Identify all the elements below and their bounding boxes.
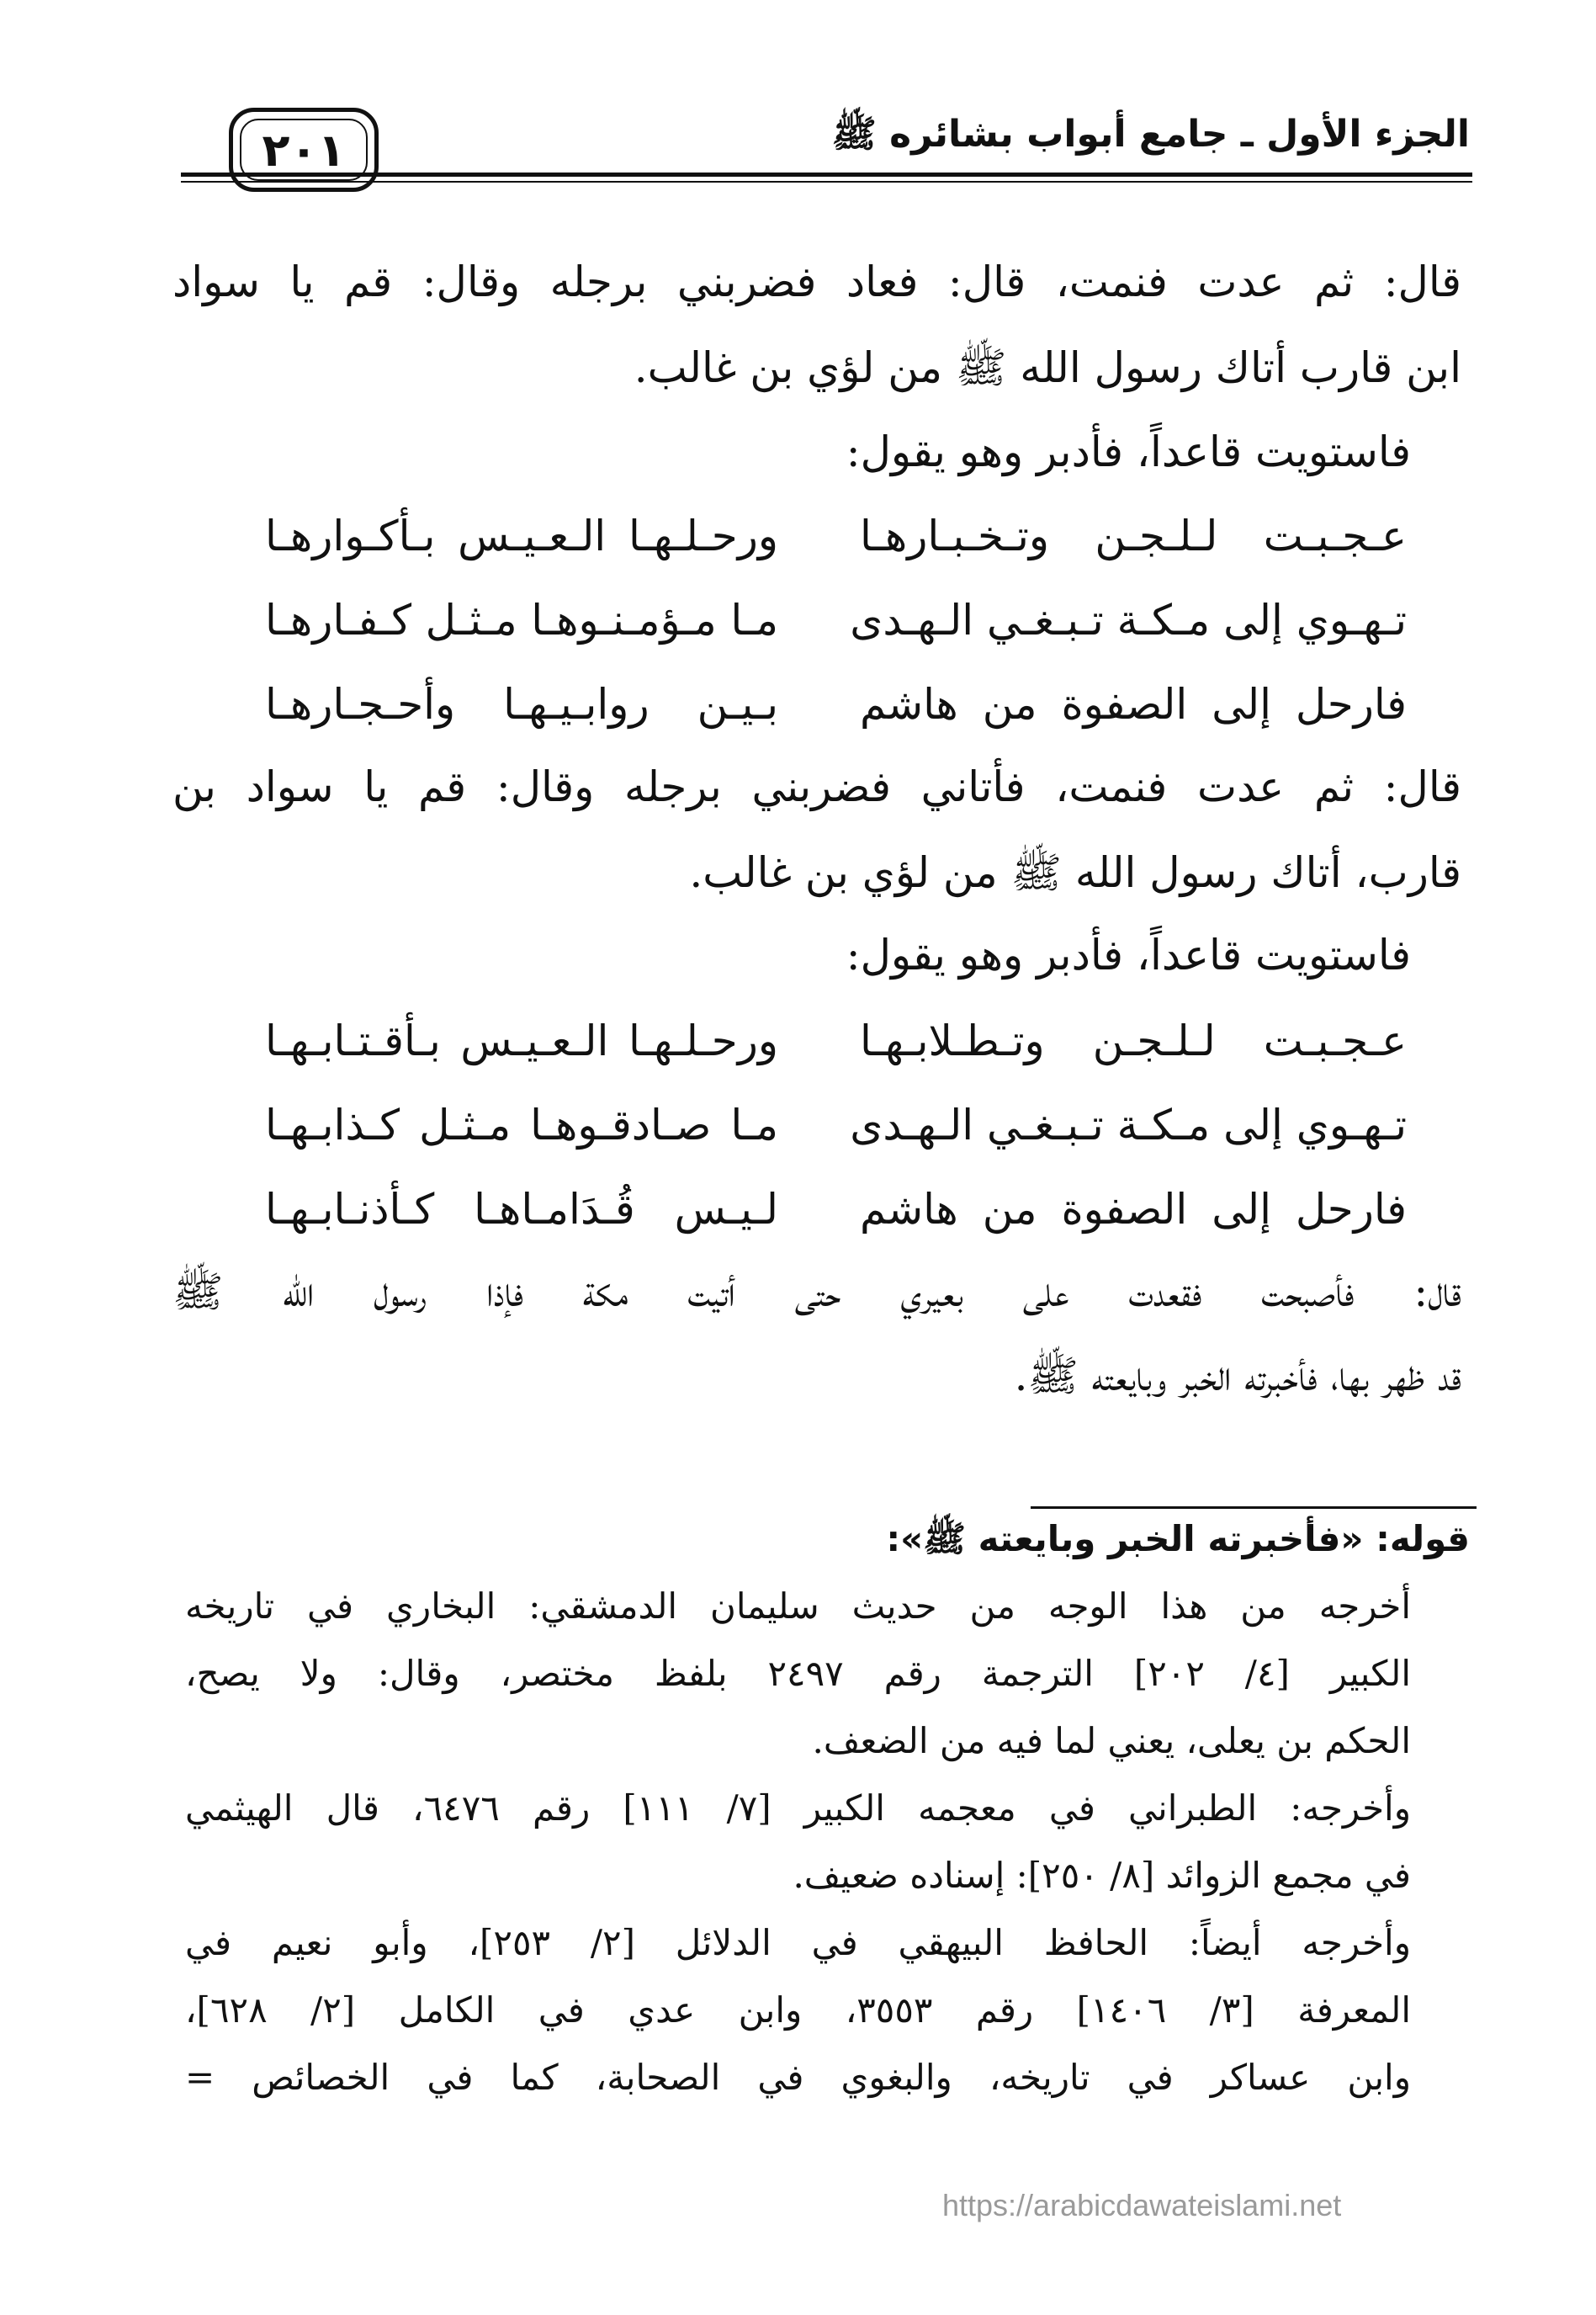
verse-second-hemistich: لـيـس قُـدَامـاهـا كـأذنـابـهـا — [265, 1185, 778, 1234]
running-header: الجزء الأول ـ جامع أبواب بشائره ﷺ — [831, 113, 1470, 156]
verse-line — [265, 1101, 1407, 1155]
watermark-url: https://arabicdawateislami.net — [942, 2188, 1342, 2222]
body-line: فاستويت قاعداً، فأدبر وهو يقول: — [846, 931, 1411, 980]
verse-first-hemistich: تـهـوي إلى مـكـة تـبـغـي الـهـدى — [850, 596, 1407, 645]
verse-first-hemistich: عـجـبـت لـلـجـن وتـخـبـارهـا — [860, 512, 1407, 560]
verse-line — [265, 1185, 1407, 1239]
footnote-line: الحكم بن يعلى، يعني لما فيه من الضعف. — [812, 1720, 1411, 1761]
verse-second-hemistich: ورحـلـهـا الـعـيـس بـأقـتـابـهـا — [265, 1017, 778, 1065]
footnote-line: الكبير [٤/ ٢٠٢] الترجمة رقم ٢٤٩٧ بلفظ مختصر، وقال: ولا يصح، — [185, 1653, 1412, 1694]
footnote-line: أخرجه من هذا الوجه من حديث سليمان الدمشقي: البخاري في تاريخه — [185, 1585, 1411, 1627]
verse-line — [265, 512, 1407, 565]
footnote-line: وأخرجه أيضاً: الحافظ البيهقي في الدلائل [٢/ ٢٥٣]، وأبو نعيم في — [185, 1922, 1411, 1963]
body-line: قد ظهر بها، فأخبرته الخبر وبايعته ﷺ. — [1014, 1351, 1461, 1400]
verse-second-hemistich: مـا مـؤمـنـوهـا مـثـل كـفـارهـا — [265, 596, 778, 645]
verse-second-hemistich: ورحـلـهـا الـعـيـس بـأكـوارهـا — [265, 512, 778, 560]
verse-line — [265, 1017, 1407, 1070]
verse-first-hemistich: فارحل إلى الصفوة من هاشم — [860, 680, 1407, 729]
footnote-line: في مجمع الزوائد [٨/ ٢٥٠]: إسناده ضعيف. — [793, 1855, 1411, 1896]
page-number-frame — [229, 108, 379, 192]
verse-first-hemistich: تـهـوي إلى مـكـة تـبـغـي الـهـدى — [850, 1101, 1407, 1150]
verse-line — [265, 596, 1407, 650]
body-line: ابن قارب أتاك رسول الله ﷺ من لؤي بن غالب. — [634, 343, 1461, 392]
verse-line — [265, 680, 1407, 734]
body-line: قارب، أتاك رسول الله ﷺ من لؤي بن غالب. — [689, 848, 1461, 897]
header-rule-bottom — [181, 181, 1472, 183]
footnote-line: وابن عساكر في تاريخه، والبغوي في الصحابة، كما في الخصائص = — [185, 2057, 1411, 2098]
verse-first-hemistich: عـجـبـت لـلـجـن وتـطـلابـهـا — [860, 1017, 1407, 1065]
body-line: قال: فأصبحت فقعدت على بعيري حتى أتيت مكة فإذا رسول الله ﷺ — [172, 1267, 1461, 1316]
body-line: قال: ثم عدت فنمت، قال: فعاد فضربني برجله وقال: قم يا سواد — [172, 258, 1461, 306]
footnote-heading: قوله: «فأخبرته الخبر وبايعته ﷺ»: — [886, 1518, 1470, 1559]
footnote-line: وأخرجه: الطبراني في معجمه الكبير [٧/ ١١١] رقم ٦٤٧٦، قال الهيثمي — [185, 1787, 1411, 1829]
verse-second-hemistich: بـيـن روابـيـهـا وأحـجـارهـا — [265, 680, 778, 729]
verse-first-hemistich: فارحل إلى الصفوة من هاشم — [860, 1185, 1407, 1234]
verse-second-hemistich: مـا صـادقـوهـا مـثـل كـذابـهـا — [265, 1101, 778, 1150]
body-line: قال: ثم عدت فنمت، فأتاني فضربني برجله وقال: قم يا سواد بن — [172, 762, 1461, 811]
page-number: ٢٠١ — [262, 123, 346, 177]
footnote-separator — [1031, 1506, 1477, 1509]
body-line: فاستويت قاعداً، فأدبر وهو يقول: — [846, 427, 1411, 476]
footnote-line: المعرفة [٣/ ١٤٠٦] رقم ٣٥٥٣، وابن عدي في الكامل [٢/ ٦٢٨]، — [185, 1989, 1411, 2031]
